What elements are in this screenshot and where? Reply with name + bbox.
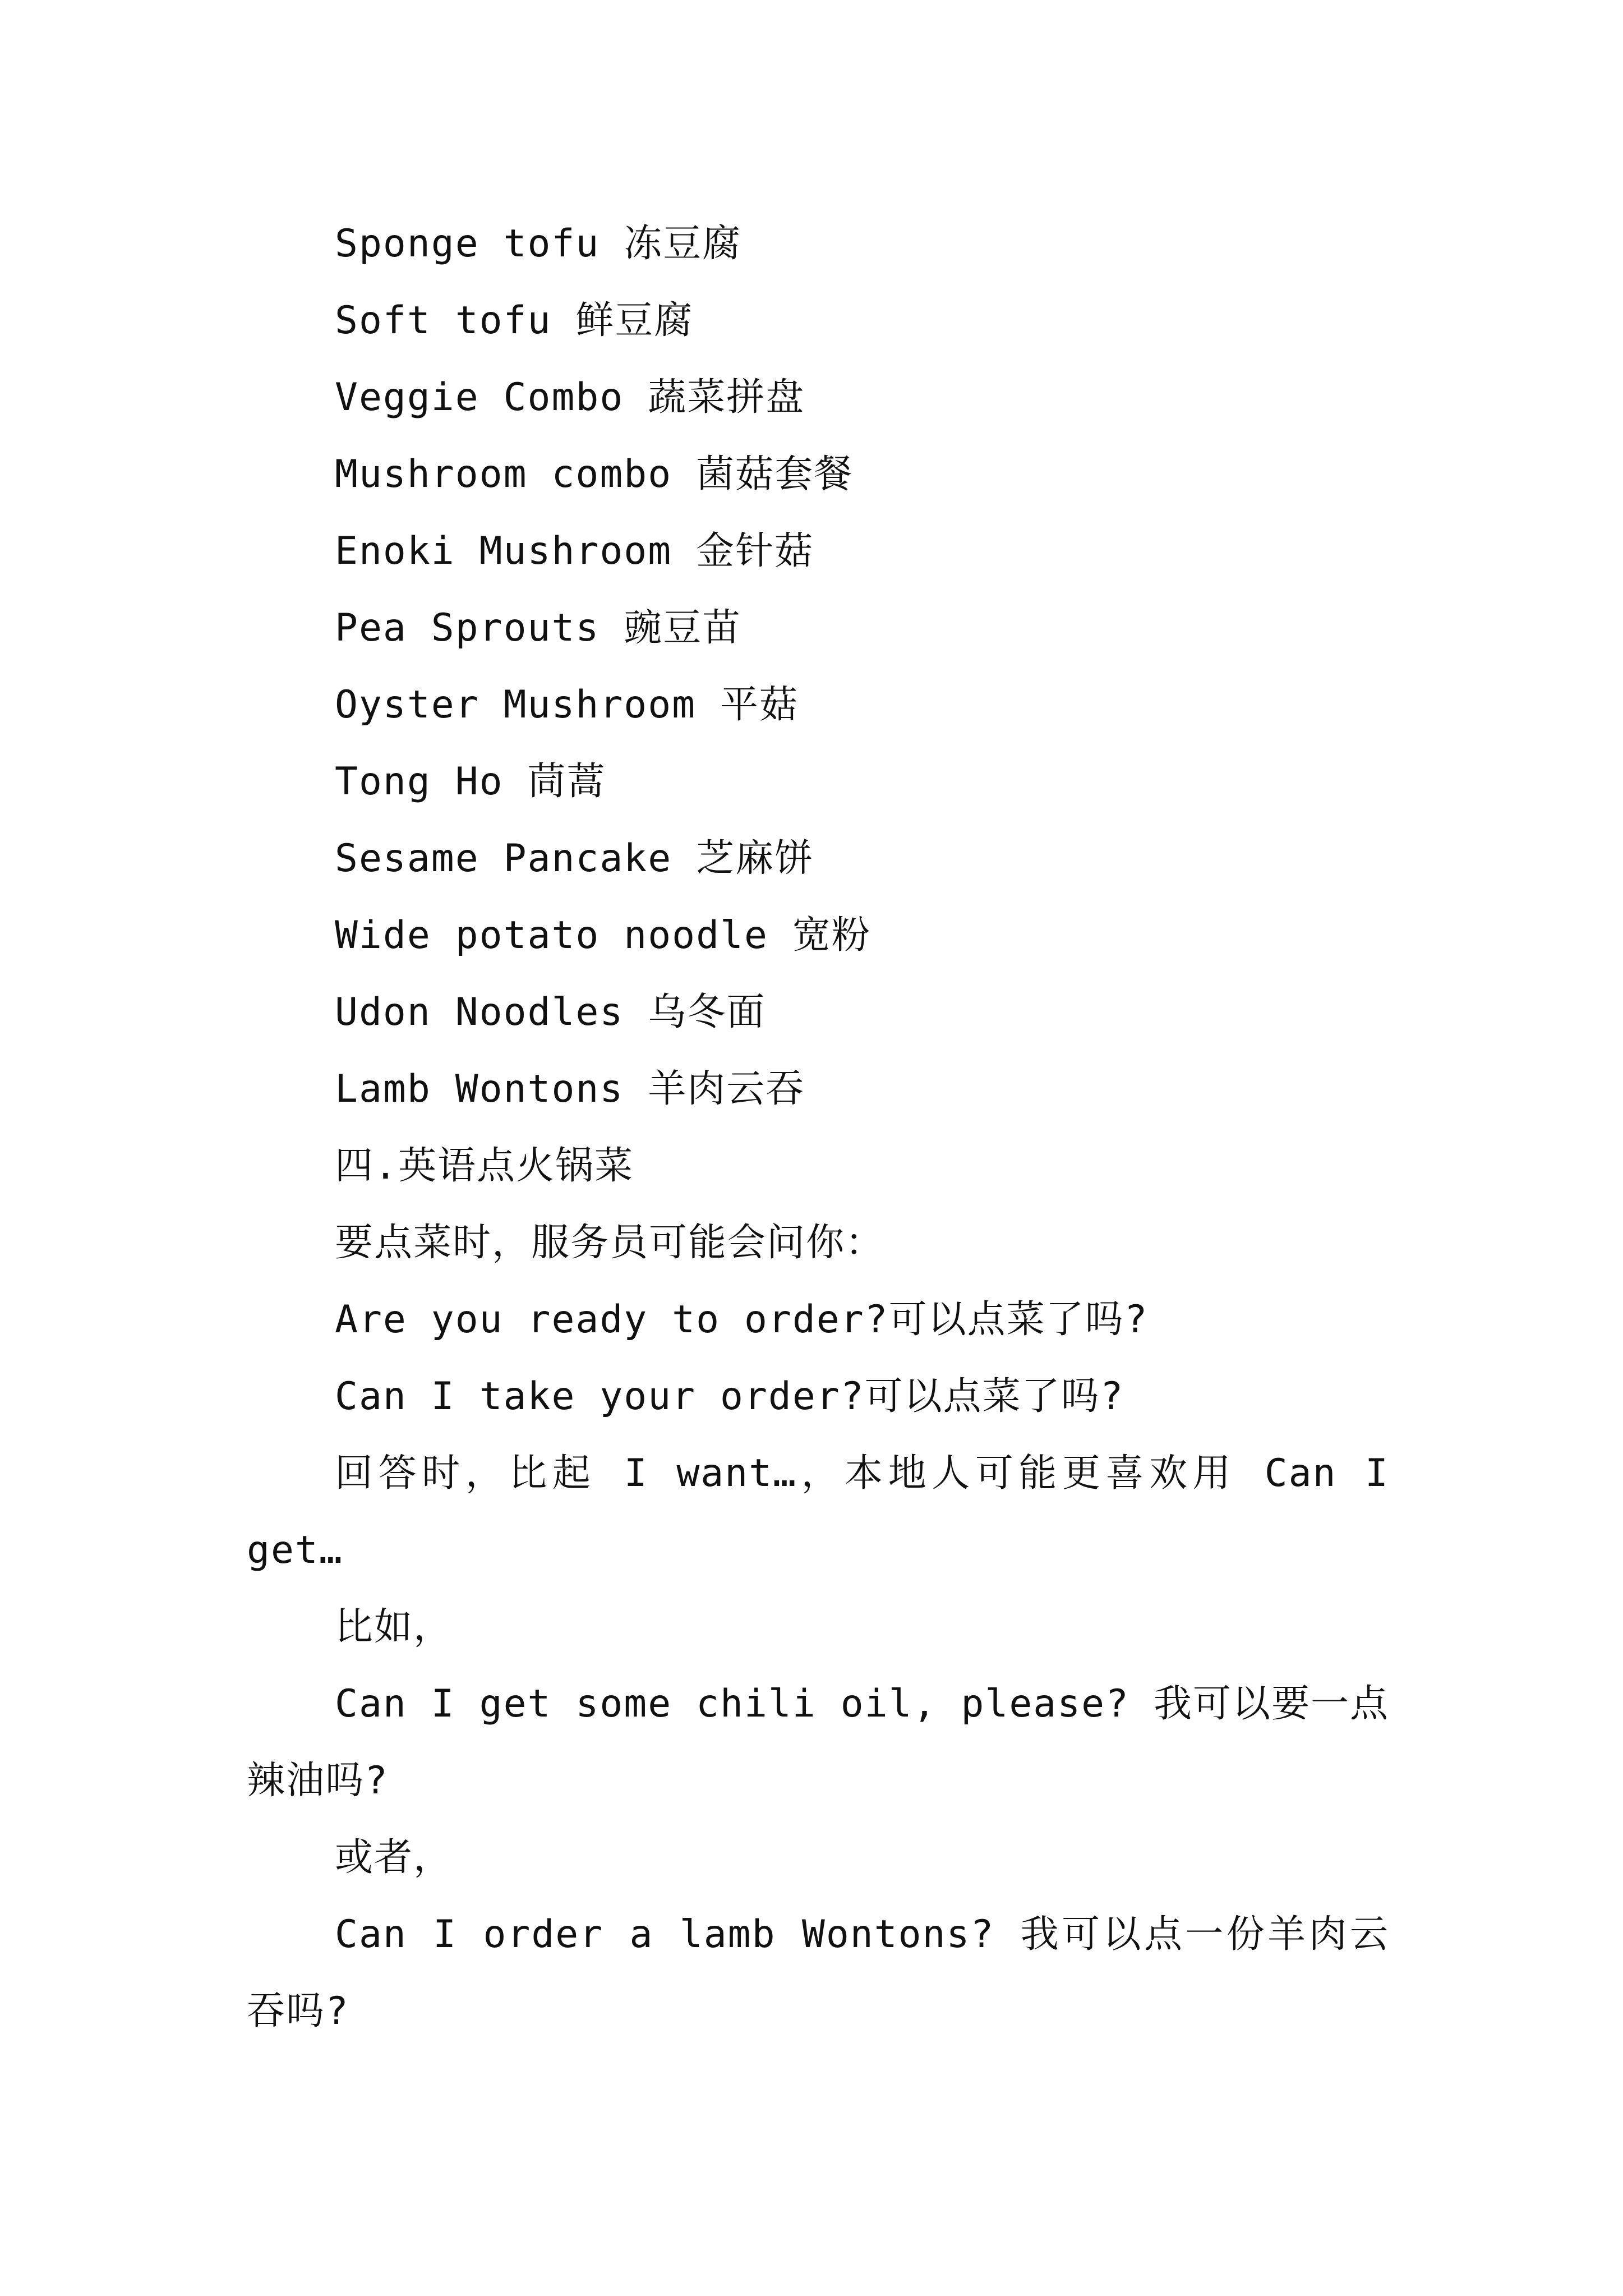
- item-pea-sprouts: Pea Sprouts 豌豆苗: [335, 606, 742, 650]
- paragraph-intro: 要点菜时，服务员可能会问你：: [335, 1221, 885, 1265]
- item-veggie-combo: Veggie Combo 蔬菜拼盘: [335, 375, 805, 420]
- phrase-ready-to-order: Are you ready to order?可以点菜了吗?: [335, 1297, 1149, 1342]
- item-tong-ho: Tong Ho 茼蒿: [335, 760, 606, 804]
- item-sponge-tofu: Sponge tofu 冻豆腐: [335, 222, 742, 266]
- example-lamb-wontons-line2: 吞吗?: [247, 1989, 349, 2033]
- item-lamb-wontons: Lamb Wontons 羊肉云吞: [335, 1067, 805, 1111]
- paragraph-answer-line2: get…: [247, 1528, 343, 1572]
- example-chili-oil-line1: Can I get some chili oil, please? 我可以要一点: [335, 1682, 1389, 1726]
- example-lamb-wontons-line1: Can I order a lamb Wontons? 我可以点一份羊肉云: [335, 1912, 1389, 1957]
- paragraph-answer-line1: 回答时，比起 I want…，本地人可能更喜欢用 Can I: [335, 1451, 1389, 1496]
- item-enoki-mushroom: Enoki Mushroom 金针菇: [335, 529, 814, 573]
- item-udon-noodles: Udon Noodles 乌冬面: [335, 990, 766, 1034]
- example-chili-oil-line2: 辣油吗?: [247, 1759, 389, 1803]
- item-mushroom-combo: Mushroom combo 菌菇套餐: [335, 452, 854, 496]
- item-sesame-pancake: Sesame Pancake 芝麻饼: [335, 836, 814, 881]
- paragraph-or: 或者，: [335, 1835, 453, 1880]
- phrase-take-your-order: Can I take your order?可以点菜了吗?: [335, 1374, 1124, 1419]
- section-heading: 四.英语点火锅菜: [335, 1144, 634, 1188]
- item-soft-tofu: Soft tofu 鲜豆腐: [335, 298, 694, 343]
- item-oyster-mushroom: Oyster Mushroom 平菇: [335, 683, 799, 727]
- paragraph-for-example: 比如，: [335, 1605, 453, 1649]
- item-wide-potato-noodle: Wide potato noodle 宽粉: [335, 913, 871, 958]
